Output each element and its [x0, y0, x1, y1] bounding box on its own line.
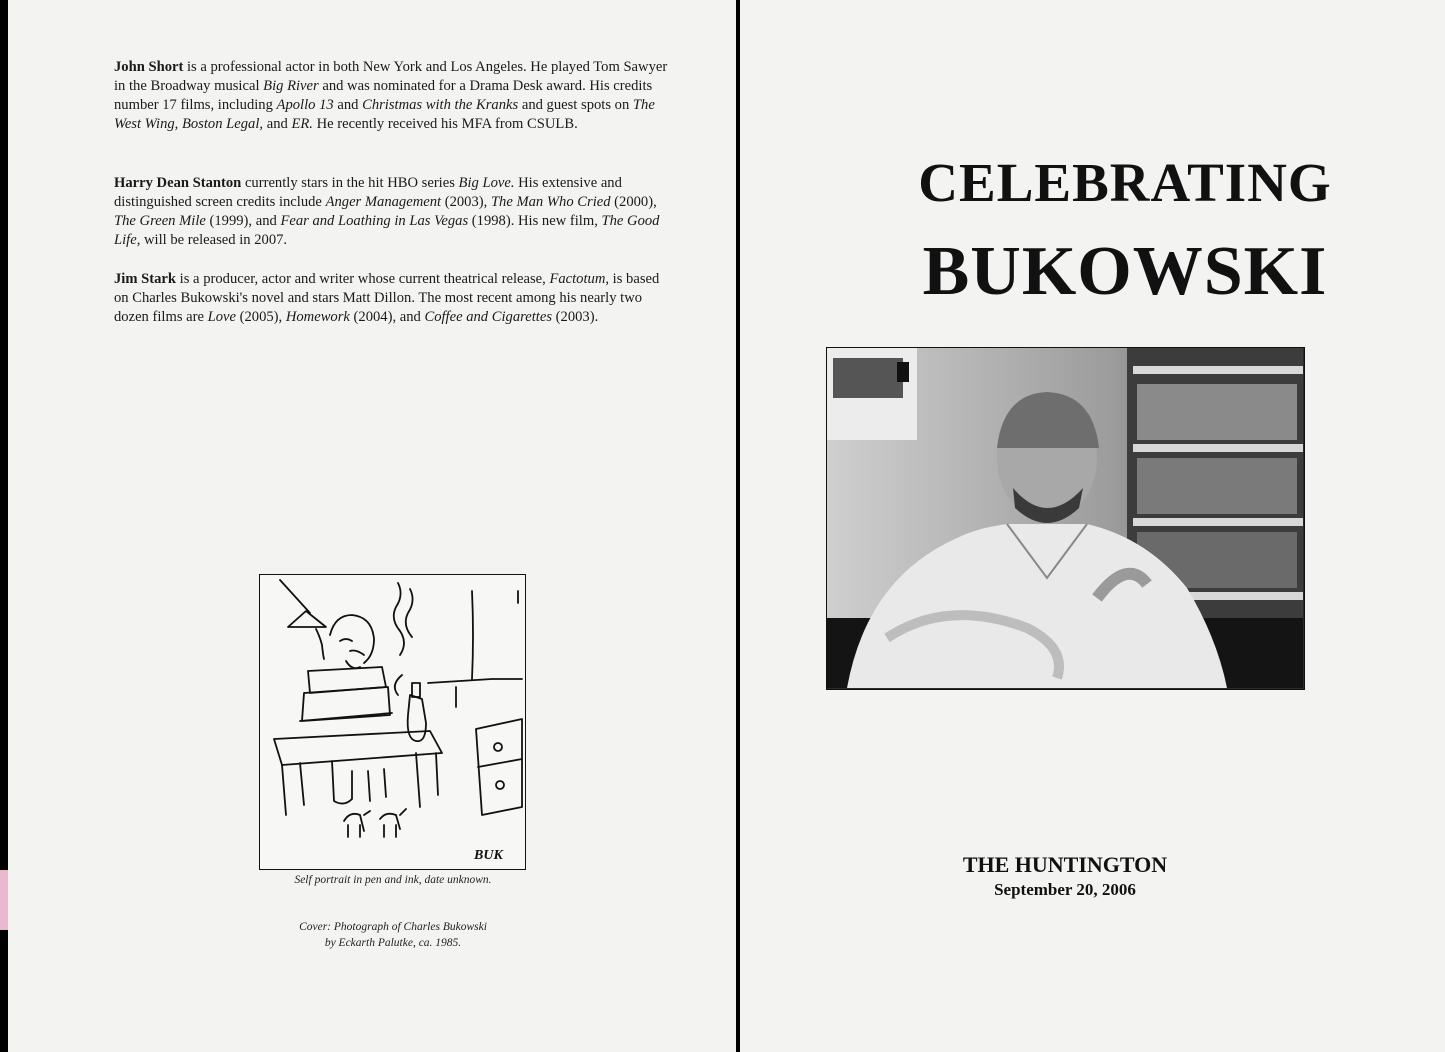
cover-credit-line1: Cover: Photograph of Charles Bukowski	[299, 921, 487, 933]
venue-name: THE HUNTINGTON	[962, 852, 1168, 877]
bio-title-italic: Christmas with the Kranks	[362, 97, 519, 113]
cartoon-caption: Self portrait in pen and ink, date unknown.	[294, 874, 492, 886]
bio-harry-dean-stanton: Harry Dean Stanton currently stars in the hit HBO series Big Love. His extensive and distinguished screen credits include Anger Management (2003), The Man Who Cried (2000), The Green Mile (1999), and Fear and Loathing in Las Vegas (1998). His new film, The Good Life, will be released in 2007.	[114, 175, 660, 248]
pink-tab-edge	[0, 870, 8, 930]
bio-title-italic: The Good Life,	[114, 213, 660, 248]
cover-photo-image	[827, 348, 1303, 688]
cover-photo	[826, 347, 1305, 690]
left-page	[8, 0, 736, 1052]
bio-title-italic: Factotum,	[549, 271, 610, 287]
bio-name: Jim Stark	[114, 271, 177, 287]
right-page	[740, 0, 1445, 1052]
cartoon-drawing	[260, 575, 524, 868]
bio-jim-stark: Jim Stark is a producer, actor and writer whose current theatrical release, Factotum, is based on Charles Bukowski's novel and stars Matt Dillon. The most recent among his nearly two dozen films are Love (2005), Homework (2004), and Coffee and Cigarettes (2003).	[114, 271, 660, 325]
event-date: September 20, 2006	[994, 880, 1136, 899]
bio-title-italic: Coffee and Cigarettes	[424, 309, 553, 325]
bio-title-italic: Anger Management	[325, 194, 442, 210]
bio-title-italic: Apollo 13	[276, 97, 334, 113]
bio-title-italic: ER.	[291, 116, 313, 132]
bio-title-italic: The Man Who Cried	[490, 194, 611, 210]
cartoon-signature: BUK	[474, 848, 503, 863]
bio-title-italic: Big River	[263, 78, 319, 94]
bio-name: John Short	[114, 59, 184, 75]
title-bukowski: BUKOWSKI	[922, 233, 1328, 310]
bio-john-short: John Short is a professional actor in both New York and Los Angeles. He played Tom Sawyer in the Broadway musical Big River and was nominated for a Drama Desk award. His credits number 17 films, including Apollo 13 and Christmas with the Kranks and guest spots on The West Wing, Boston Legal, and ER. He recently received his MFA from CSULB.	[114, 59, 668, 132]
cover-credit-line2: by Eckarth Palutke, ca. 1985.	[324, 937, 462, 949]
bio-title-italic: Fear and Loathing in Las Vegas	[280, 213, 469, 229]
bio-title-italic: The Green Mile	[114, 213, 206, 229]
bio-title-italic: Love	[207, 309, 236, 325]
bio-name: Harry Dean Stanton	[114, 175, 242, 191]
bio-title-italic: Homework	[285, 309, 350, 325]
title-celebrating: CELEBRATING	[918, 152, 1332, 213]
bio-title-italic: Big Love.	[458, 175, 515, 191]
bio-title-italic: The West Wing, Boston Legal,	[114, 97, 655, 132]
self-portrait-cartoon	[259, 574, 526, 870]
